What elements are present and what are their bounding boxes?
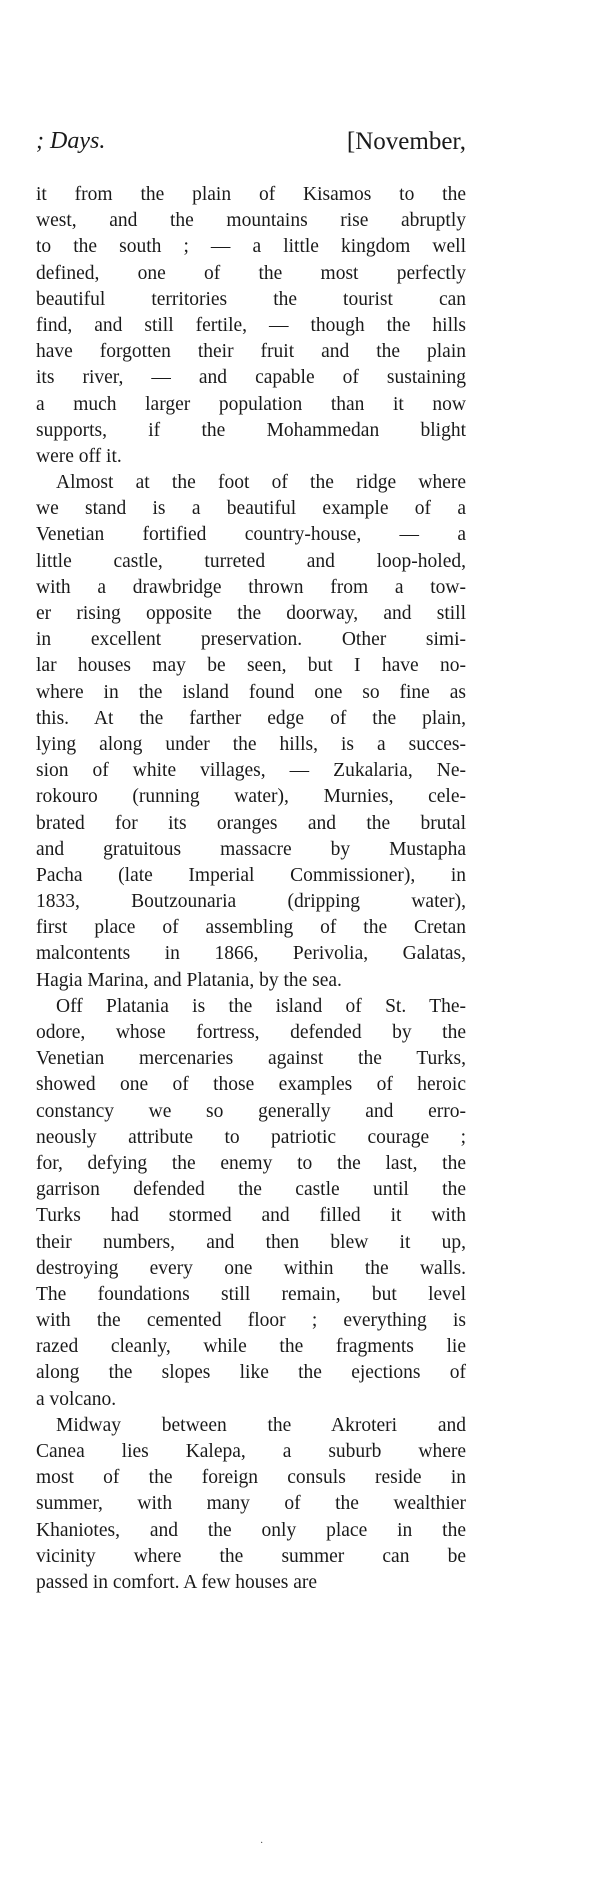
text-line: rokouro (running water), Murnies, cele- (36, 786, 466, 808)
text-line: beautiful territories the tourist can (36, 288, 466, 310)
text-line: Venetian fortified country-house, — a (36, 524, 466, 546)
text-line: to the south ; — a little kingdom well (36, 236, 466, 258)
running-date: [November, (346, 128, 466, 155)
text-line: Pacha (late Imperial Commissioner), in (36, 864, 466, 886)
text-line: their numbers, and then blew it up, (36, 1231, 466, 1253)
text-line: 1833, Boutzounaria (dripping water), (36, 891, 466, 913)
text-line: odore, whose fortress, defended by the (36, 1022, 466, 1043)
text-line: Almost at the foot of the ridge where (56, 472, 466, 494)
text-line: vicinity where the summer can be (36, 1545, 466, 1567)
text-line: Midway between the Akroteri and (56, 1414, 466, 1436)
running-head: ; Days. (36, 128, 106, 154)
text-line: west, and the mountains rise abruptly (36, 210, 466, 232)
text-line: razed cleanly, while the fragments lie (36, 1336, 466, 1358)
text-line: it from the plain of Kisamos to the (36, 184, 466, 205)
paragraph (36, 1413, 466, 1596)
text-line: showed one of those examples of heroic (36, 1074, 466, 1096)
text-line: where in the island found one so fine as (36, 681, 466, 703)
text-line: lar houses may be seen, but I have no- (36, 655, 466, 677)
text-line: most of the foreign consuls reside in (36, 1467, 466, 1489)
text-line: passed in comfort. A few houses are (36, 1571, 318, 1593)
text-line: first place of assembling of the Cretan (36, 917, 466, 939)
text-line: with a drawbridge thrown from a tow- (36, 576, 466, 598)
text-line: a volcano. (36, 1388, 117, 1410)
text-line: lying along under the hills, is a succes- (36, 733, 466, 755)
text-line: er rising opposite the doorway, and still (36, 603, 466, 624)
text-line: summer, with many of the wealthier (36, 1493, 466, 1515)
text-line: malcontents in 1866, Perivolia, Galatas, (36, 943, 466, 965)
text-line: Hagia Marina, and Platania, by the sea. (36, 969, 342, 991)
text-line: along the slopes like the ejections of (36, 1362, 466, 1384)
text-line: sion of white villages, — Zukalaria, Ne- (36, 760, 466, 782)
text-line: The foundations still remain, but level (36, 1283, 466, 1305)
text-line: brated for its oranges and the brutal (36, 812, 466, 834)
text-line: this. At the farther edge of the plain, (36, 707, 466, 729)
text-line: for, defying the enemy to the last, the (36, 1152, 466, 1174)
page-header (36, 128, 466, 162)
text-line: Khaniotes, and the only place in the (36, 1519, 466, 1541)
text-line: in excellent preservation. Other simi- (36, 629, 466, 651)
text-line: Off Platania is the island of St. The- (56, 995, 466, 1017)
text-line: garrison defended the castle until the (36, 1179, 466, 1201)
paragraph (36, 470, 466, 994)
text-line: were off it. (36, 445, 122, 467)
text-line: find, and still fertile, — though the hills (36, 314, 466, 336)
text-line: neously attribute to patriotic courage ; (36, 1126, 466, 1148)
text-line: little castle, turreted and loop-holed, (36, 550, 466, 572)
text-line: Canea lies Kalepa, a suburb where (36, 1441, 466, 1462)
text-line: have forgotten their fruit and the plain (36, 341, 466, 363)
paragraph (36, 994, 466, 1413)
footer-mark: · (260, 1838, 264, 1849)
text-line: constancy we so generally and erro- (36, 1100, 466, 1122)
paragraph (36, 182, 466, 470)
text-line: Venetian mercenaries against the Turks, (36, 1048, 466, 1070)
text-line: with the cemented floor ; everything is (36, 1310, 466, 1332)
text-line: and gratuitous massacre by Mustapha (36, 838, 466, 860)
text-line: a much larger population than it now (36, 393, 466, 415)
text-line: destroying every one within the walls. (36, 1257, 466, 1279)
text-line: defined, one of the most perfectly (36, 262, 466, 284)
text-line: supports, if the Mohammedan blight (36, 419, 466, 441)
text-line: its river, — and capable of sustaining (36, 367, 466, 389)
body-text (36, 182, 466, 1596)
text-line: Turks had stormed and filled it with (36, 1205, 466, 1227)
text-line: we stand is a beautiful example of a (36, 498, 466, 520)
